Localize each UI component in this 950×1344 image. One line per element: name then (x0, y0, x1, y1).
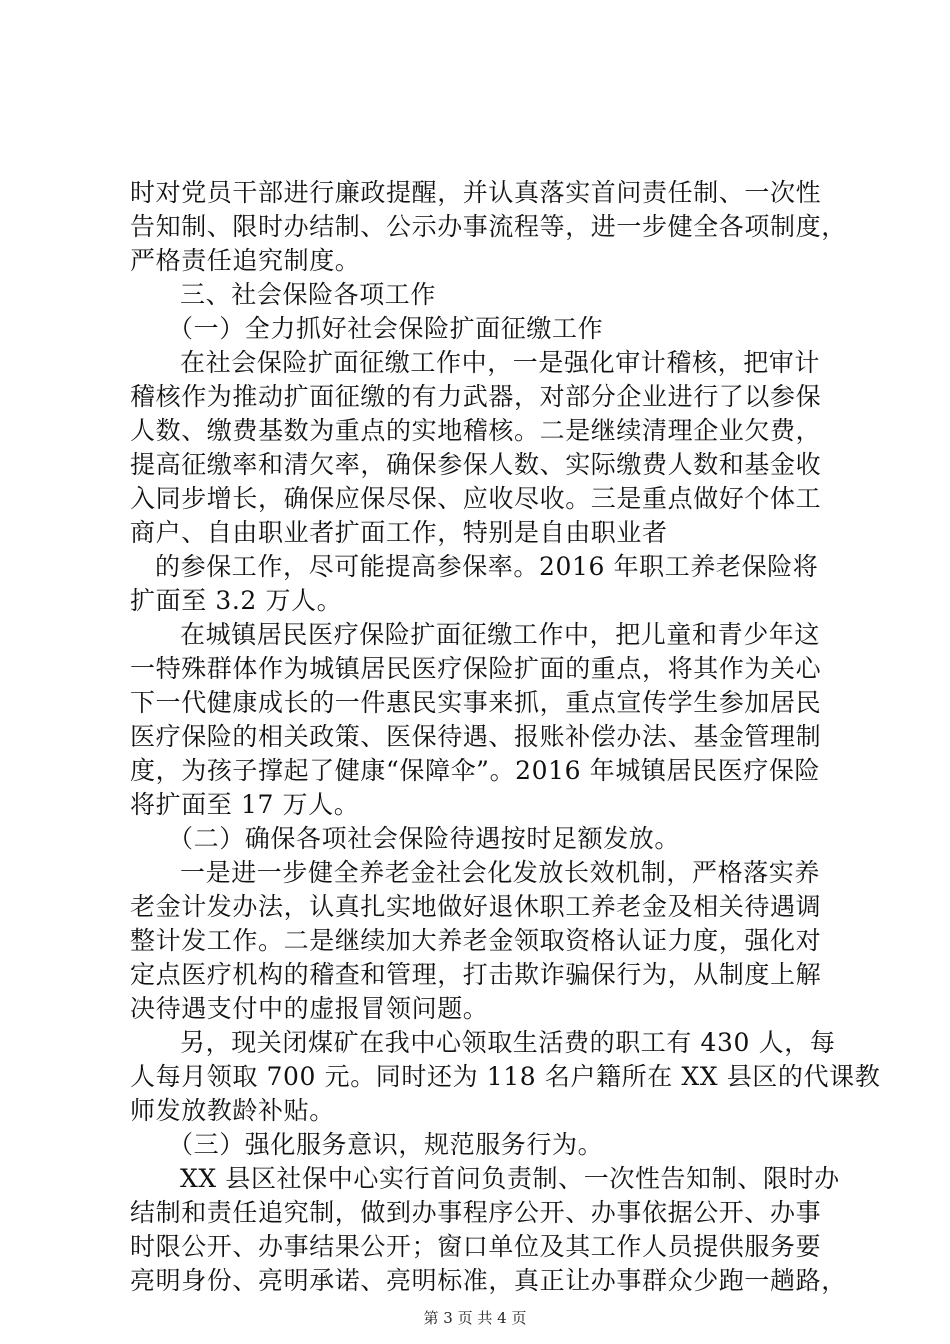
text-line: 决待遇支付中的虚报冒领问题。 (130, 994, 489, 1023)
text-line: 时对党员干部进行廉政提醒，并认真落实首问责任制、一次性 (130, 178, 822, 207)
text-line: 时限公开、办事结果公开；窗口单位及其工作人员提供服务要 (130, 1232, 822, 1261)
text-line: 商户、自由职业者扩面工作，特别是自由职业者 (130, 518, 668, 547)
text-line: 提高征缴率和清欠率，确保参保人数、实际缴费人数和基金收 (130, 450, 822, 479)
text-line: 扩面至 3.2 万人。 (130, 586, 343, 615)
text-line: 整计发工作。二是继续加大养老金领取资格认证力度，强化对 (130, 926, 822, 955)
text-line: 一是进一步健全养老金社会化发放长效机制，严格落实养 (180, 858, 821, 887)
subsection-heading: （一）全力抓好社会保险扩面征缴工作 (168, 314, 604, 343)
text-line: 在城镇居民医疗保险扩面征缴工作中，把儿童和青少年这 (180, 620, 821, 649)
text-line: 告知制、限时办结制、公示办事流程等，进一步健全各项制度， (130, 212, 847, 241)
section-heading: 三、社会保险各项工作 (180, 280, 437, 309)
text-line: 亮明身份、亮明承诺、亮明标准，真正让办事群众少跑一趟路， (130, 1266, 847, 1295)
text-line: 在社会保险扩面征缴工作中，一是强化审计稽核，把审计 (180, 348, 821, 377)
text-line: 结制和责任追究制，做到办事程序公开、办事依据公开、办事 (130, 1198, 822, 1227)
text-line: 将扩面至 17 万人。 (130, 790, 360, 819)
page-footer: 第 3 页 共 4 页 (423, 1309, 527, 1327)
text-line: 另，现关闭煤矿在我中心领取生活费的职工有 430 人，每 (180, 1028, 836, 1057)
text-line: 师发放教龄补贴。 (130, 1096, 335, 1125)
text-line: 严格责任追究制度。 (130, 246, 361, 275)
text-line: 医疗保险的相关政策、医保待遇、报账补偿办法、基金管理制 (130, 722, 822, 751)
text-line: 度，为孩子撑起了健康“保障伞”。2016 年城镇居民医疗保险 (130, 756, 821, 785)
subsection-heading: （二）确保各项社会保险待遇按时足额发放。 (168, 824, 681, 853)
text-line: 稽核作为推动扩面征缴的有力武器，对部分企业进行了以参保 (130, 382, 822, 411)
text-line: 定点医疗机构的稽查和管理，打击欺诈骗保行为，从制度上解 (130, 960, 822, 989)
text-line: 一特殊群体作为城镇居民医疗保险扩面的重点，将其作为关心 (130, 654, 822, 683)
text-line: 老金计发办法，认真扎实地做好退休职工养老金及相关待遇调 (130, 892, 822, 921)
subsection-heading: （三）强化服务意识，规范服务行为。 (168, 1130, 604, 1159)
text-line: 入同步增长，确保应保尽保、应收尽收。三是重点做好个体工 (130, 484, 822, 513)
text-line: 下一代健康成长的一件惠民实事来抓，重点宣传学生参加居民 (130, 688, 822, 717)
text-line: 人数、缴费基数为重点的实地稽核。二是继续清理企业欠费， (130, 416, 822, 445)
text-line: 人每月领取 700 元。同时还为 118 名户籍所在 XX 县区的代课教 (130, 1062, 881, 1091)
text-line: 的参保工作，尽可能提高参保率。2016 年职工养老保险将 (155, 552, 819, 581)
text-line: XX 县区社保中心实行首问负责制、一次性告知制、限时办 (180, 1164, 840, 1193)
